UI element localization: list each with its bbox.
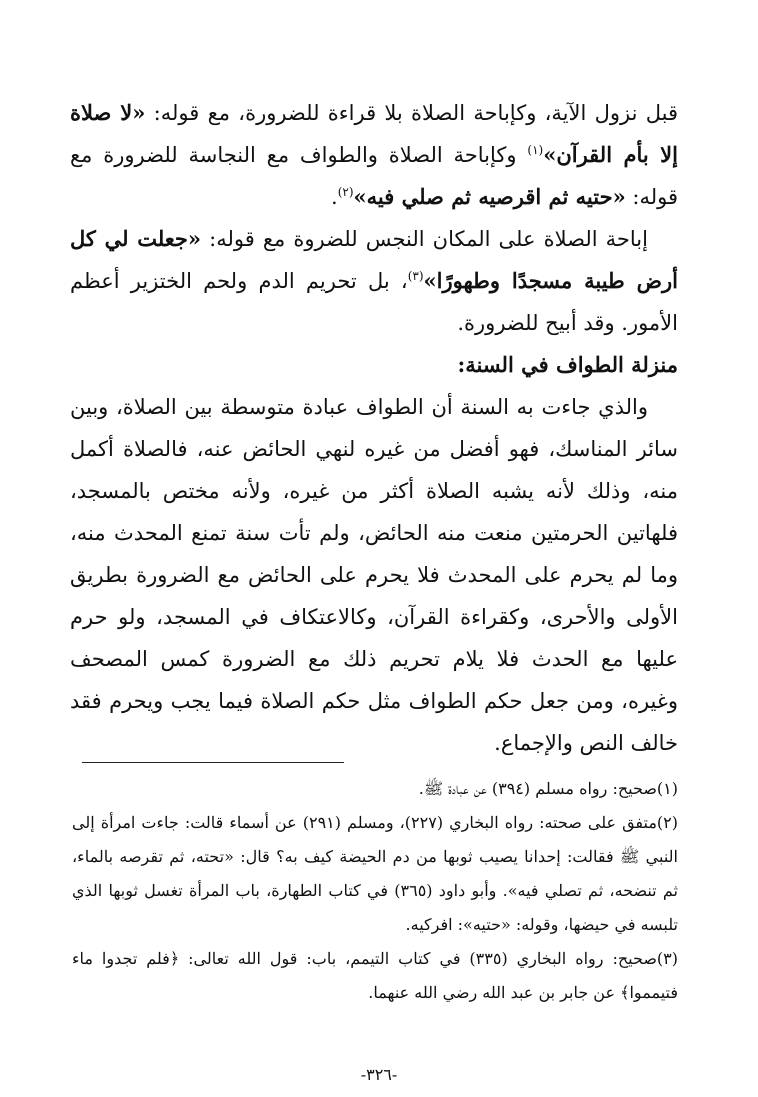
hadith-quote: «حتيه ثم اقرصيه ثم صلي فيه»	[353, 184, 626, 209]
page-number: -٣٢٦-	[360, 1065, 398, 1084]
hadith-quote: «جعلت لي كل أرض طيبة مسجدًا وطهورًا»	[70, 226, 678, 293]
footnote-number: (٢)	[656, 813, 679, 832]
footnote-number: (١)	[656, 779, 678, 798]
text: إباحة الصلاة على المكان النجس للضروة مع قوله:	[201, 227, 648, 251]
footnote-text: صحيح: رواه مسلم (٣٩٤) عن عبادة ﷺ.	[418, 779, 657, 798]
footnote-text: صحيح: رواه البخاري (٣٣٥) في كتاب التيمم، باب: قول الله تعالى: ﴿فلم تجدوا ماء فتيمموا﴾ عن جابر بن عبد الله رضي الله عنهما.	[72, 949, 678, 1002]
text: وكإباحة الصلاة والطواف مع النجاسة للضرورة مع قوله:	[70, 143, 678, 209]
footnote-1	[72, 772, 678, 806]
text: قبل نزول الآية، وكإباحة الصلاة بلا قراءة للضرورة، مع قوله:	[145, 101, 678, 125]
footnote-number: (٣)	[656, 949, 679, 968]
footnote-divider	[82, 762, 344, 763]
footnote-text: متفق على صحته: رواه البخاري (٢٢٧)، ومسلم (٢٩١) عن أسماء قالت: جاءت امرأة إلى النبي ﷺ فقالت: إحدانا يصيب ثوبها من دم الحيضة كيف به؟ قال: «تحته، ثم تقرصه بالماء، ثم تنضحه، ثم تصلي فيه». وأبو داود (٣٦٥) في كتاب الطهارة، باب المرأة تغسل ثوبها الذي تلبسه في حيضها، وقوله: «حتيه»: افركيه.	[72, 813, 678, 934]
text: .	[331, 185, 338, 209]
footnote-ref: (١)	[527, 143, 544, 157]
hadith-quote: «لا صلاة إلا بأم القرآن»	[70, 100, 678, 167]
main-text	[70, 92, 678, 764]
paragraph-3: والذي جاءت به السنة أن الطواف عبادة متوسطة بين الصلاة، وبين سائر المناسك، فهو أفضل من غيره لنهي الحائض عنه، فالصلاة أكمل منه، وذلك لأنه يشبه الصلاة أكثر من غيره، ولأنه مختص بالمسجد، فلهاتين الحرمتين منعت منه الحائض، ولم تأت سنة تمنع المحدث منه، وما لم يحرم على المحدث فلا يحرم على الحائض مع الضرورة بطريق الأولى والأحرى، وكقراءة القرآن، وكالاعتكاف في المسجد، ولو حرم عليها مع الحدث فلا يلام تحريم ذلك مع الضرورة كمس المصحف وغيره، ومن جعل حكم الطواف مثل حكم الصلاة فيما يجب ويحرم فقد خالف النص والإجماع.	[70, 395, 678, 755]
footnotes	[72, 772, 678, 1010]
footnote-ref: (٣)	[407, 269, 424, 283]
footnote-ref: (٢)	[337, 185, 354, 199]
text: ، بل تحريم الدم ولحم الختزير أعظم الأمور. وقد أبيح للضرورة.	[70, 269, 678, 335]
section-heading: منزلة الطواف في السنة:	[457, 352, 678, 377]
paragraph-2	[70, 218, 678, 344]
footnote-3	[72, 942, 678, 1010]
footnote-2	[72, 806, 678, 942]
paragraph-1	[70, 92, 678, 218]
